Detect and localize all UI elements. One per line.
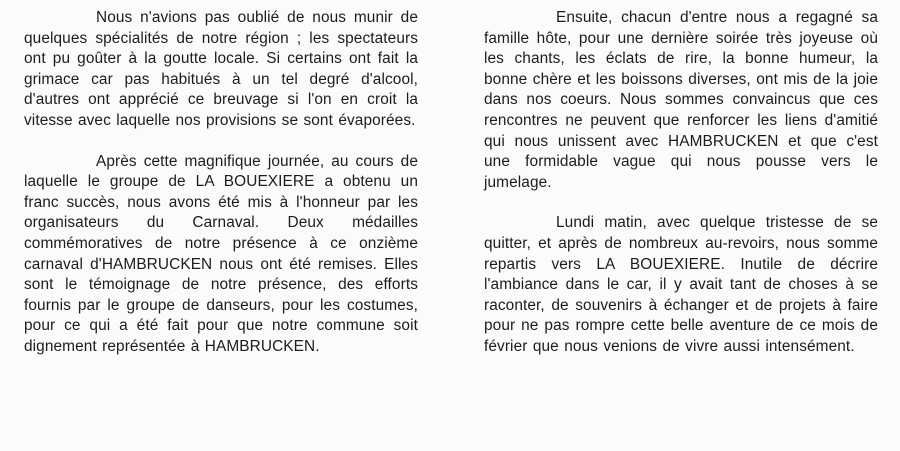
paragraph-left-2: Après cette magnifique journée, au cours de laquelle le groupe de LA BOUEXIERE a obtenu un franc succès, nous avons été mis à l'honneur par les organisateurs du Carnaval. Deux médailles commémoratives de notre présence à ce onzième carnaval d'HAMBRUCKEN nous ont été remises. Elles sont le témoignage de notre présence, des efforts fournis par le groupe de danseurs, pour les costumes, pour ce qui a été fait pour que notre commune soit dignement représentée à HAMBRUCKEN. [24,152,418,355]
left-column [24,8,418,378]
paragraph-right-2: Lundi matin, avec quelque tristesse de se quitter, et après de nombreux au-revoirs, nous somme repartis vers LA BOUEXIERE. Inutile de décrire l'ambiance dans le car, il y avait tant de choses à se raconter, de souvenirs à échanger et de projets à faire pour ne pas rompre cette belle aventure de ce mois de février que nous venions de vivre aussi intensément. [484,214,878,355]
paragraph-left-1: Nous n'avions pas oublié de nous munir de quelques spécialités de notre région ; les spectateurs ont pu goûter à la goutte locale. Si certains ont fait la grimace car pas habitués à un tel degré d'alcool, d'autres ont apprécié ce breuvage si l'on en croit la vitesse avec laquelle nos provisions se sont évaporées. [24,9,418,129]
paragraph-right-1: Ensuite, chacun d'entre nous a regagné sa famille hôte, pour une dernière soirée très joyeuse où les chants, les éclats de rire, la bonne humeur, la bonne chère et les boissons diverses, ont mis de la joie dans nos coeurs. Nous sommes convaincus que ces rencontres ne peuvent que renforcer les liens d'amitié qui nous unissent avec HAMBRUCKEN et que c'est une formidable vague qui nous pousse vers le jumelage. [484,9,878,191]
right-column [484,8,878,378]
